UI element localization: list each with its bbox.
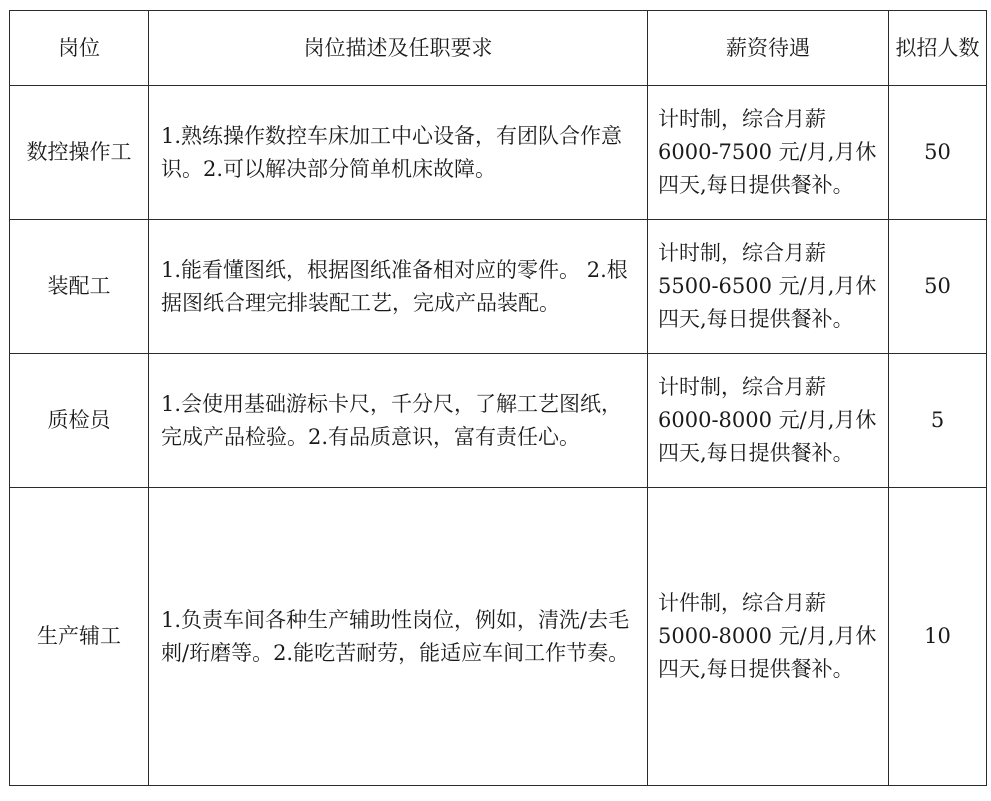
count-value: 10	[924, 624, 951, 648]
pay-cell: 计时制，综合月薪6000-7500 元/月,月休四天,每日提供餐补。	[648, 86, 889, 220]
pay-cell: 计时制，综合月薪5500-6500 元/月,月休四天,每日提供餐补。	[648, 220, 889, 354]
header-post: 岗位	[10, 11, 149, 86]
recruitment-table	[9, 10, 987, 786]
post-cell	[10, 354, 149, 488]
count-cell	[889, 488, 987, 786]
description-cell: 1.负责车间各种生产辅助性岗位，例如，清洗/去毛刺/珩磨等。2.能吃苦耐劳，能适应车间工作节奏。	[149, 488, 648, 786]
count-value: 50	[924, 274, 951, 298]
count-value: 5	[930, 408, 945, 432]
pay-cell: 计件制，综合月薪5000-8000 元/月,月休四天,每日提供餐补。	[648, 488, 889, 786]
table-row	[10, 488, 987, 786]
description-cell: 1.能看懂图纸，根据图纸准备相对应的零件。 2.根据图纸合理完排装配工艺，完成产品装配。	[149, 220, 648, 354]
description-cell: 1.会使用基础游标卡尺，千分尺，了解工艺图纸，完成产品检验。2.有品质意识，富有责任心。	[149, 354, 648, 488]
pay-cell: 计时制，综合月薪6000-8000 元/月,月休四天,每日提供餐补。	[648, 354, 889, 488]
post-name: 生产辅工	[37, 624, 121, 648]
header-count: 拟招人数	[889, 11, 987, 86]
count-value: 50	[924, 140, 951, 164]
table-row	[10, 354, 987, 488]
table-row	[10, 86, 987, 220]
header-row	[10, 11, 987, 86]
count-cell	[889, 86, 987, 220]
count-cell	[889, 354, 987, 488]
post-cell	[10, 86, 149, 220]
count-cell	[889, 220, 987, 354]
description-cell: 1.熟练操作数控车床加工中心设备，有团队合作意识。2.可以解决部分简单机床故障。	[149, 86, 648, 220]
post-name: 质检员	[47, 408, 111, 432]
post-name: 数控操作工	[26, 140, 132, 164]
table-row	[10, 220, 987, 354]
post-cell	[10, 488, 149, 786]
post-name: 装配工	[47, 274, 111, 298]
post-cell	[10, 220, 149, 354]
header-pay: 薪资待遇	[648, 11, 889, 86]
header-description: 岗位描述及任职要求	[149, 11, 648, 86]
